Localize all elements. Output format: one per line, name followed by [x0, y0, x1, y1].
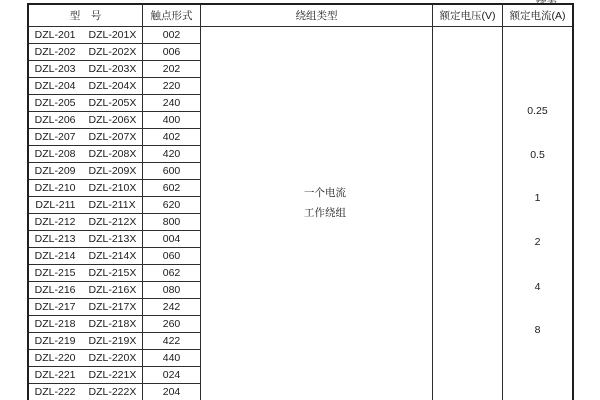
model-number-x: DZL-207X: [88, 131, 137, 143]
rated-current-value: 2: [534, 236, 541, 248]
model-number-x: DZL-204X: [88, 80, 137, 92]
contact-form-cell: 024: [143, 367, 201, 384]
contact-form-cell: 242: [143, 299, 201, 316]
model-number: DZL-203: [34, 63, 76, 75]
model-number-x: DZL-220X: [88, 352, 137, 364]
model-number: DZL-213: [34, 233, 76, 245]
contact-form-cell: 220: [143, 78, 201, 95]
model-number: DZL-215: [34, 267, 76, 279]
model-number: DZL-207: [34, 131, 76, 143]
table-row-model-cell: [29, 129, 143, 146]
table-row-model-cell: [29, 95, 143, 112]
table-row-model-cell: [29, 214, 143, 231]
model-number: DZL-219: [34, 335, 76, 347]
model-number: DZL-222: [34, 386, 76, 398]
model-number-x: DZL-215X: [88, 267, 137, 279]
rated-current-value: 8: [534, 324, 541, 336]
contact-form-cell: 422: [143, 333, 201, 350]
model-number: DZL-205: [34, 97, 76, 109]
model-number: DZL-208: [34, 148, 76, 160]
model-number: DZL-204: [34, 80, 76, 92]
contact-form-cell: 062: [143, 265, 201, 282]
winding-line-2: 工作绕组: [304, 207, 346, 219]
contact-form-cell: 204: [143, 384, 201, 400]
model-number-x: DZL-212X: [88, 216, 137, 228]
header-winding-type: 绕组类型: [201, 5, 433, 27]
model-number: DZL-201: [34, 29, 76, 41]
header-rated-voltage: 额定电压(V): [433, 5, 503, 27]
contact-form-cell: 620: [143, 197, 201, 214]
model-number-x: DZL-214X: [88, 250, 137, 262]
contact-form-cell: 240: [143, 95, 201, 112]
table-row-model-cell: [29, 265, 143, 282]
model-number-x: DZL-218X: [88, 318, 137, 330]
model-number-x: DZL-208X: [88, 148, 137, 160]
model-number: DZL-220: [34, 352, 76, 364]
model-number: DZL-216: [34, 284, 76, 296]
rated-current-value: 0.5: [530, 149, 545, 161]
table-row-model-cell: [29, 316, 143, 333]
spec-table: [27, 3, 574, 400]
rated-current-value: 1: [534, 192, 541, 204]
table-row-model-cell: [29, 163, 143, 180]
model-number: DZL-221: [34, 369, 76, 381]
model-number-x: DZL-209X: [88, 165, 137, 177]
model-number: DZL-218: [34, 318, 76, 330]
table-row-model-cell: [29, 231, 143, 248]
table-row-model-cell: [29, 44, 143, 61]
contact-form-cell: 002: [143, 27, 201, 44]
rated-voltage-cell: [433, 27, 503, 400]
winding-type-text: [304, 183, 346, 223]
table-row-model-cell: [29, 78, 143, 95]
contact-form-cell: 060: [143, 248, 201, 265]
table-row-model-cell: [29, 299, 143, 316]
model-number: DZL-210: [34, 182, 76, 194]
contact-form-cell: 260: [143, 316, 201, 333]
header-rated-current: 额定电流(A): [503, 5, 572, 27]
model-number-x: DZL-211X: [88, 199, 136, 211]
table-row-model-cell: [29, 27, 143, 44]
table-row-model-cell: [29, 333, 143, 350]
contact-form-cell: 800: [143, 214, 201, 231]
contact-form-cell: 080: [143, 282, 201, 299]
winding-type-cell: [201, 27, 433, 400]
table-row-model-cell: [29, 350, 143, 367]
rated-current-cell: [503, 27, 572, 400]
model-number-x: DZL-201X: [88, 29, 137, 41]
table-row-model-cell: [29, 197, 143, 214]
model-number: DZL-214: [34, 250, 76, 262]
winding-line-1: 一个电流: [304, 187, 346, 199]
table-row-model-cell: [29, 180, 143, 197]
model-number: DZL-212: [34, 216, 76, 228]
table-row-model-cell: [29, 61, 143, 78]
model-number-x: DZL-202X: [88, 46, 137, 58]
contact-form-cell: 420: [143, 146, 201, 163]
model-number-x: DZL-205X: [88, 97, 137, 109]
model-number-x: DZL-206X: [88, 114, 137, 126]
table-row-model-cell: [29, 384, 143, 400]
contact-form-cell: 600: [143, 163, 201, 180]
model-number: DZL-217: [34, 301, 76, 313]
model-number-x: DZL-222X: [88, 386, 137, 398]
model-number-x: DZL-213X: [88, 233, 137, 245]
table-row-model-cell: [29, 112, 143, 129]
rated-current-value: 4: [534, 281, 541, 293]
model-number: DZL-209: [34, 165, 76, 177]
contact-form-cell: 006: [143, 44, 201, 61]
model-number-x: DZL-203X: [88, 63, 137, 75]
contact-form-cell: 402: [143, 129, 201, 146]
table-row-model-cell: [29, 282, 143, 299]
table-row-model-cell: [29, 146, 143, 163]
contact-form-cell: 400: [143, 112, 201, 129]
model-number: DZL-202: [34, 46, 76, 58]
contact-form-cell: 602: [143, 180, 201, 197]
contact-form-cell: 004: [143, 231, 201, 248]
model-number-x: DZL-221X: [88, 369, 137, 381]
table-row-model-cell: [29, 367, 143, 384]
rated-current-value: 0.25: [527, 105, 548, 117]
model-number-x: DZL-216X: [88, 284, 137, 296]
contact-form-cell: 440: [143, 350, 201, 367]
model-number: DZL-211: [35, 199, 76, 211]
model-number-x: DZL-210X: [88, 182, 137, 194]
table-row-model-cell: [29, 248, 143, 265]
model-number-x: DZL-217X: [88, 301, 137, 313]
model-number-x: DZL-219X: [88, 335, 137, 347]
contact-form-cell: 202: [143, 61, 201, 78]
header-model: 型 号: [29, 5, 143, 27]
header-contact-form: 触点形式: [143, 5, 201, 27]
model-number: DZL-206: [34, 114, 76, 126]
